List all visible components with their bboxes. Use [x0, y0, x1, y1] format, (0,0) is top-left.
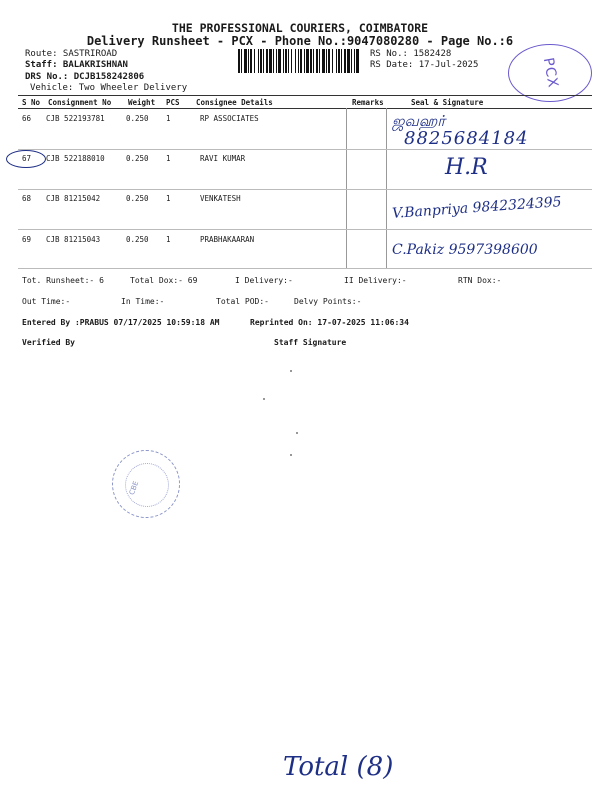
row-consignee: VENKATESH: [200, 194, 241, 203]
handwritten-signature: V.Banpriya 9842324395: [391, 194, 563, 222]
barcode-bar: [266, 49, 268, 73]
barcode-bar: [313, 49, 314, 73]
stamp-text: CBE: [127, 479, 141, 497]
row-divider: [18, 229, 592, 230]
row-consignment: CJB 522188010: [46, 154, 105, 163]
barcode-bar: [326, 49, 327, 73]
tot-runsheet: Tot. Runsheet:- 6: [22, 276, 104, 285]
barcode-bar: [319, 49, 320, 73]
barcode-bar: [244, 49, 247, 73]
table-top-rule: [18, 95, 592, 96]
row-divider: [18, 149, 592, 150]
faint-round-stamp: [112, 450, 180, 518]
entered-by: Entered By :PRABUS 07/17/2025 10:59:18 AM: [22, 318, 220, 327]
row-consignment: CJB 81215043: [46, 235, 101, 244]
col-weight: Weight: [128, 98, 156, 107]
col-sno: S No: [22, 98, 41, 107]
row-consignee: PRABHAKAARAN: [200, 235, 255, 244]
row-weight: 0.250: [126, 154, 149, 163]
reprinted-on: Reprinted On: 17-07-2025 11:06:34: [250, 318, 409, 327]
row-pcs: 1: [166, 114, 171, 123]
row-pcs: 1: [166, 154, 171, 163]
barcode-bar: [322, 49, 325, 73]
row-consignee: RAVI KUMAR: [200, 154, 246, 163]
route: Route: SASTRIROAD: [25, 49, 118, 59]
row-divider: [18, 189, 592, 190]
in-time: In Time:-: [121, 297, 165, 306]
barcode: [238, 49, 360, 73]
verified-by: Verified By: [22, 338, 75, 347]
delvy-points: Delvy Points:-: [294, 297, 362, 306]
barcode-bar: [241, 49, 242, 73]
col-remarks: Remarks: [352, 98, 384, 107]
handwritten-signature: C.Pakiz 9597398600: [392, 242, 538, 258]
barcode-bar: [304, 49, 305, 73]
col-divider: [386, 108, 387, 268]
row-weight: 0.250: [126, 114, 149, 123]
barcode-bar: [300, 49, 302, 73]
row-consignee: RP ASSOCIATES: [200, 114, 259, 123]
row-pcs: 1: [166, 235, 171, 244]
barcode-bar: [248, 49, 249, 73]
barcode-bar: [316, 49, 318, 73]
barcode-bar: [344, 49, 346, 73]
row-sno: 67: [22, 154, 32, 163]
row-weight: 0.250: [126, 235, 149, 244]
barcode-bar: [258, 49, 259, 73]
row-consignment: CJB 81215042: [46, 194, 101, 203]
barcode-bar: [285, 49, 287, 73]
barcode-bar: [351, 49, 352, 73]
barcode-bar: [250, 49, 252, 73]
barcode-bar: [354, 49, 355, 73]
barcode-bar: [347, 49, 350, 73]
barcode-bar: [306, 49, 309, 73]
barcode-bar: [328, 49, 330, 73]
col-pcs: PCS: [166, 98, 180, 107]
pcx-stamp: PCX: [508, 44, 592, 102]
drs-number: DRS No.: DCJB158242806: [25, 72, 145, 82]
total-pod: Total POD:-: [216, 297, 269, 306]
staff-signature: Staff Signature: [274, 338, 347, 347]
company-title: THE PROFESSIONAL COURIERS, COIMBATORE: [171, 21, 429, 35]
rs-date: RS Date: 17-Jul-2025: [370, 60, 479, 70]
staff: Staff: BALAKRISHNAN: [25, 60, 128, 70]
barcode-bar: [298, 49, 299, 73]
vehicle: Vehicle: Two Wheeler Delivery: [30, 83, 188, 93]
barcode-bar: [341, 49, 342, 73]
row-sno: 66: [22, 114, 32, 123]
barcode-bar: [278, 49, 281, 73]
col-consignment: Consignment No: [48, 98, 112, 107]
col-consignee: Consignee Details: [196, 98, 273, 107]
col-divider: [346, 108, 347, 268]
barcode-bar: [283, 49, 284, 73]
handwritten-total: Total (8): [283, 752, 394, 782]
handwritten-signature: ஜவஹர்: [392, 112, 446, 130]
scan-speck: [296, 432, 298, 434]
barcode-bar: [356, 49, 359, 73]
barcode-bar: [260, 49, 262, 73]
barcode-bar: [295, 49, 296, 73]
barcode-bar: [273, 49, 274, 73]
col-signature: Seal & Signature: [411, 98, 484, 107]
barcode-bar: [254, 49, 255, 73]
row-sno: 68: [22, 194, 32, 203]
i-delivery: I Delivery:-: [235, 276, 293, 285]
scan-speck: [290, 454, 292, 456]
row-consignment: CJB 522193781: [46, 114, 105, 123]
barcode-bar: [336, 49, 337, 73]
scan-speck: [263, 398, 265, 400]
ii-delivery: II Delivery:-: [344, 276, 407, 285]
row-weight: 0.250: [126, 194, 149, 203]
handwritten-circle: [6, 150, 46, 168]
row-sno: 69: [22, 235, 32, 244]
rtn-dox: RTN Dox:-: [458, 276, 502, 285]
barcode-bar: [338, 49, 340, 73]
row-divider: [18, 268, 592, 269]
barcode-bar: [269, 49, 272, 73]
out-time: Out Time:-: [22, 297, 71, 306]
barcode-bar: [288, 49, 289, 73]
total-dox: Total Dox:- 69: [130, 276, 198, 285]
handwritten-phone: 8825684184: [404, 128, 529, 149]
handwritten-signature: H.R: [445, 155, 488, 180]
barcode-bar: [291, 49, 292, 73]
table-header-rule: [18, 108, 592, 109]
barcode-bar: [332, 49, 333, 73]
scan-speck: [290, 370, 292, 372]
rs-number: RS No.: 1582428: [370, 49, 452, 59]
runsheet-subtitle: Delivery Runsheet - PCX - Phone No.:9047080280 - Page No.:6: [86, 34, 514, 48]
barcode-bar: [263, 49, 264, 73]
barcode-bar: [238, 49, 240, 73]
row-pcs: 1: [166, 194, 171, 203]
barcode-bar: [276, 49, 277, 73]
barcode-bar: [310, 49, 312, 73]
